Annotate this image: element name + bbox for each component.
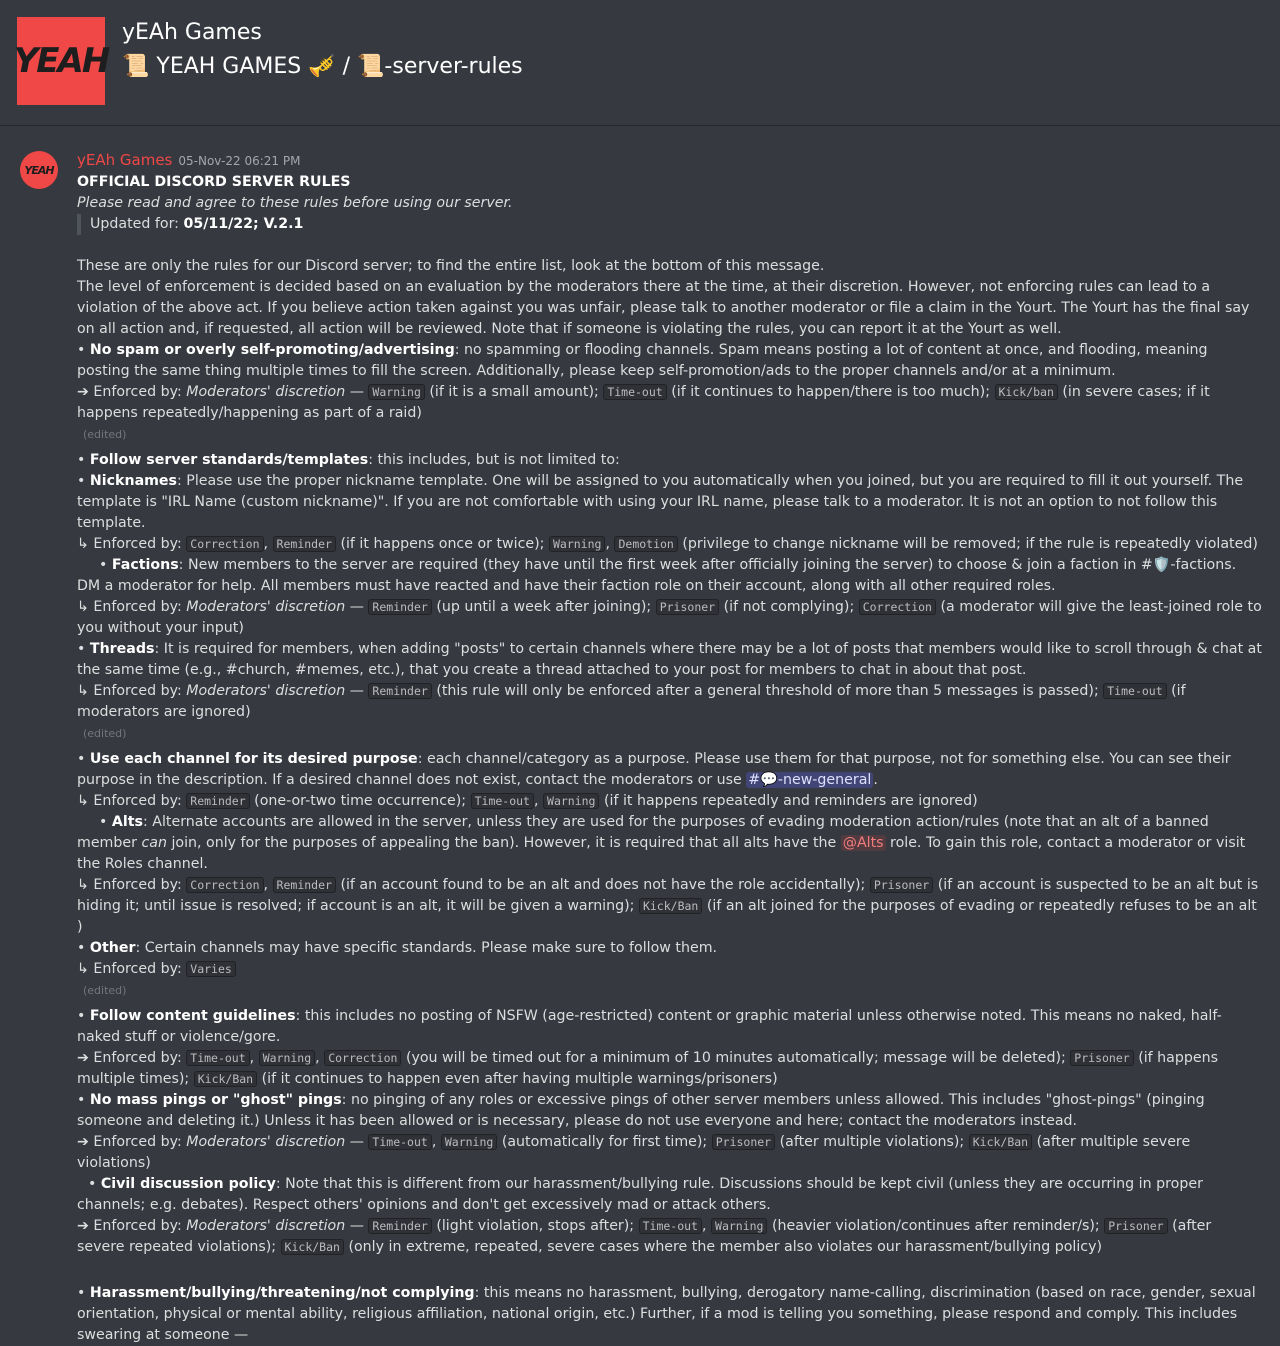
tag-reminder: Reminder <box>368 599 431 615</box>
tag-reminder: Reminder <box>273 877 336 893</box>
avatar-text: YEAH <box>24 163 54 177</box>
role-mention-alts[interactable]: @Alts <box>842 835 884 851</box>
rule-factions-title: Factions <box>111 557 179 573</box>
tag-warning: Warning <box>259 1050 315 1066</box>
tag-correction: Correction <box>186 877 263 893</box>
message-timestamp: 05-Nov-22 06:21 PM <box>178 154 301 168</box>
tag-prisoner: Prisoner <box>1104 1218 1167 1234</box>
channel-header <box>0 0 1280 126</box>
updated-quote <box>77 214 1262 235</box>
rule-channels-title: Use each channel for its desired purpose <box>89 751 418 767</box>
tag-reminder: Reminder <box>186 793 249 809</box>
rule-alts-enforcement: ↳ Enforced by: Correction , Reminder (if an account found to be an alt and does not have the role accidentally); Prisoner (if an account is suspected to be an alt but is hiding it; until issue is resolved; if account is an alt, it will be given a warning); Kick/Ban (if an alt joined for the purposes of evading or repeatedly refuses to be an alt ) <box>77 877 1259 935</box>
avatar[interactable] <box>20 151 58 189</box>
tag-timeout: Time-out <box>1103 683 1166 699</box>
server-name: yEAh Games <box>122 20 262 45</box>
rule-factions: • Factions: New members to the server are required (they have until the first week after officially joining the server) to choose & join a faction in #🛡️-factions. DM a moderator for help. All members must have reacted and have their faction role on their account, along with all other required roles. <box>77 557 1237 594</box>
tag-timeout: Time-out <box>471 793 534 809</box>
tag-prisoner: Prisoner <box>712 1134 775 1150</box>
rule-spam-title: No spam or overly self-promoting/advertising <box>89 342 455 358</box>
rule-civil-title: Civil discussion policy <box>100 1176 276 1192</box>
message <box>77 149 1262 1346</box>
tag-prisoner: Prisoner <box>870 877 933 893</box>
intro-1: These are only the rules for our Discord server; to find the entire list, look at the bottom of this message. <box>77 258 825 274</box>
rule-standards: • Follow server standards/templates: this includes, but is not limited to: <box>77 452 620 468</box>
intro-2: The level of enforcement is decided based on an evaluation by the moderators there at the time, at their discretion. However, not enforcing rules can lead to a violation of the above act. If you believe action taken against you was unfair, please talk to another moderator or file a claim in the Yourt. The Yourt has the final say on all action and, if requested, all action will be reviewed. Note that if someone is violating the rules, you can report it at the Yourt as well. <box>77 279 1250 337</box>
rule-civil-enforcement: ➔ Enforced by: Moderators' discretion — Reminder (light violation, stops after); Time-out , Warning (heavier violation/continues after reminder/s); Prisoner (after severe repeated violations); Kick/Ban (only in extreme, repeated, severe cases where the member also violates our harassment/bullying policy) <box>77 1218 1212 1255</box>
rule-alts-title: Alts <box>111 814 143 830</box>
rule-content-title: Follow content guidelines <box>89 1008 296 1024</box>
tag-warning: Warning <box>441 1134 497 1150</box>
tag-timeout: Time-out <box>603 384 666 400</box>
edited-label: (edited) <box>83 428 127 441</box>
rule-threads: • Threads: It is required for members, when adding "posts" to certain channels where there may be a lot of posts that members would like to scroll through & chat at the same time (e.g., #church, #memes, etc.), that you create a thread attached to your post for members to chat in about that post. <box>77 641 1262 678</box>
tag-kickban: Kick/Ban <box>281 1239 344 1255</box>
rule-nicknames-title: Nicknames <box>89 473 177 489</box>
tag-warning: Warning <box>368 384 424 400</box>
tag-correction: Correction <box>324 1050 401 1066</box>
edited-label: (edited) <box>83 727 127 740</box>
tag-kickban: Kick/Ban <box>194 1071 257 1087</box>
tag-warning: Warning <box>543 793 599 809</box>
edited-label: (edited) <box>83 984 127 997</box>
tag-correction: Correction <box>859 599 936 615</box>
tag-reminder: Reminder <box>368 1218 431 1234</box>
tag-reminder: Reminder <box>273 536 336 552</box>
rule-pings: • No mass pings or "ghost" pings: no pinging of any roles or excessive pings of other server members unless allowed. This includes "ghost-pings" (pinging someone and deleting it.) Unless it has been allowed or is necessary, please do not use everyone and here; contact the moderators instead. <box>77 1092 1205 1129</box>
tag-warning: Warning <box>549 536 605 552</box>
rule-nicknames-enforcement: ↳ Enforced by: Correction , Reminder (if it happens once or twice); Warning , Demotion (privilege to change nickname will be removed; if the rule is repeatedly violated) <box>77 536 1258 552</box>
rule-factions-enforcement: ↳ Enforced by: Moderators' discretion — Reminder (up until a week after joining); Prisoner (if not complying); Correction (a moderator will give the least-joined role to you without your input) <box>77 599 1262 636</box>
rule-civil: • Civil discussion policy: Note that this is different from our harassment/bullying rule. Discussions should be kept civil (unless they are occurring in proper channels; e.g. debates). Respect others' opinions and don't get excessively mad or attack others. <box>77 1176 1203 1213</box>
rule-standards-title: Follow server standards/templates <box>89 452 369 468</box>
rule-pings-enforcement: ➔ Enforced by: Moderators' discretion — Time-out , Warning (automatically for first time); Prisoner (after multiple violations); Kick/Ban (after multiple severe violations) <box>77 1134 1191 1171</box>
server-logo[interactable] <box>13 17 109 105</box>
tag-warning: Warning <box>711 1218 767 1234</box>
rule-channels: • Use each channel for its desired purpose: each channel/category as a purpose. Please use them for that purpose, not for something else. You can see their purpose in the description. If a desired channel does not exist, contact the moderators or use #💬-new-general . <box>77 751 1231 788</box>
tag-kickban: Kick/ban <box>995 384 1058 400</box>
rule-spam: • No spam or overly self-promoting/advertising: no spamming or flooding channels. Spam means posting a lot of content at once, and flooding, meaning posting the same thing multiple times to fill the screen. Additionally, please keep self-promotion/ads to the proper channels and/or at a minimum. <box>77 342 1208 379</box>
tag-prisoner: Prisoner <box>656 599 719 615</box>
tag-prisoner: Prisoner <box>1070 1050 1133 1066</box>
tag-kickban: Kick/Ban <box>969 1134 1032 1150</box>
rule-harassment-title: Harassment/bullying/threatening/not complying <box>89 1285 475 1301</box>
rule-nicknames: • Nicknames: Please use the proper nickname template. One will be assigned to you automatically when you joined, but you are required to fill it out yourself. The template is "IRL Name (custom nickname)". If you are not comfortable with using your IRL name, please talk to a moderator. It is not an option to not follow this template. <box>77 473 1244 531</box>
channel-breadcrumb: 📜 YEAH GAMES 🎺 / 📜-server-rules <box>122 54 523 79</box>
tag-timeout: Time-out <box>186 1050 249 1066</box>
rule-alts: • Alts: Alternate accounts are allowed in the server, unless they are used for the purposes of evading moderation action/rules (note that an alt of a banned member can join, only for the purposes of appealing the ban). However, it is required that all alts have the @Alts role. To gain this role, contact a moderator or visit the Roles channel. <box>77 814 1246 872</box>
rule-channels-enforcement: ↳ Enforced by: Reminder (one-or-two time occurrence); Time-out , Warning (if it happens repeatedly and reminders are ignored) <box>77 793 978 809</box>
tag-timeout: Time-out <box>639 1218 702 1234</box>
tag-kickban: Kick/Ban <box>639 898 702 914</box>
rule-other: • Other: Certain channels may have specific standards. Please make sure to follow them. <box>77 940 718 956</box>
tag-varies: Varies <box>186 961 236 977</box>
tag-correction: Correction <box>186 536 263 552</box>
tag-reminder: Reminder <box>368 683 431 699</box>
tag-demotion: Demotion <box>614 536 677 552</box>
rule-threads-enforcement: ↳ Enforced by: Moderators' discretion — Reminder (this rule will only be enforced after a general threshold of more than 5 messages is passed); Time-out (if moderators are ignored) <box>77 683 1186 720</box>
rule-content: • Follow content guidelines: this includes no posting of NSFW (age-restricted) content or graphic material unless otherwise noted. This means no naked, half-naked stuff or violence/gore. <box>77 1008 1222 1045</box>
author-name[interactable]: yEAh Games <box>77 151 173 169</box>
updated-label: Updated for: <box>90 216 184 232</box>
rule-content-enforcement: ➔ Enforced by: Time-out , Warning , Correction (you will be timed out for a minimum of 10 minutes automatically; message will be deleted); Prisoner (if happens multiple times); Kick/Ban (if it continues to happen even after having multiple warnings/prisoners) <box>77 1050 1218 1087</box>
message-header <box>77 149 1262 172</box>
rule-other-title: Other <box>89 940 136 956</box>
rule-pings-title: No mass pings or "ghost" pings <box>89 1092 342 1108</box>
rule-other-enforcement: ↳ Enforced by: Varies <box>77 959 1262 980</box>
rule-harassment: • Harassment/bullying/threatening/not complying: this means no harassment, bullying, derogatory name-calling, discrimination (based on race, gender, sexual orientation, physical or mental ability, religious affiliation, national origin, etc.) Further, if a mod is telling you something, please respond and comply. This includes swearing at someone — <box>77 1285 1256 1343</box>
tag-timeout: Time-out <box>368 1134 431 1150</box>
updated-value: 05/11/22; V.2.1 <box>183 216 304 232</box>
channel-mention-new-general[interactable]: #💬-new-general <box>748 772 872 788</box>
rules-subtitle: Please read and agree to these rules before using our server. <box>77 195 513 211</box>
server-logo-text: YEAH <box>13 40 109 81</box>
rule-spam-enforcement: ➔ Enforced by: Moderators' discretion — Warning (if it is a small amount); Time-out (if it continues to happen/there is too much); Kick/ban (in severe cases; if it happens repeatedly/happening as part of a raid) <box>77 384 1210 421</box>
rules-title: OFFICIAL DISCORD SERVER RULES <box>77 174 351 190</box>
rule-threads-title: Threads <box>89 641 155 657</box>
